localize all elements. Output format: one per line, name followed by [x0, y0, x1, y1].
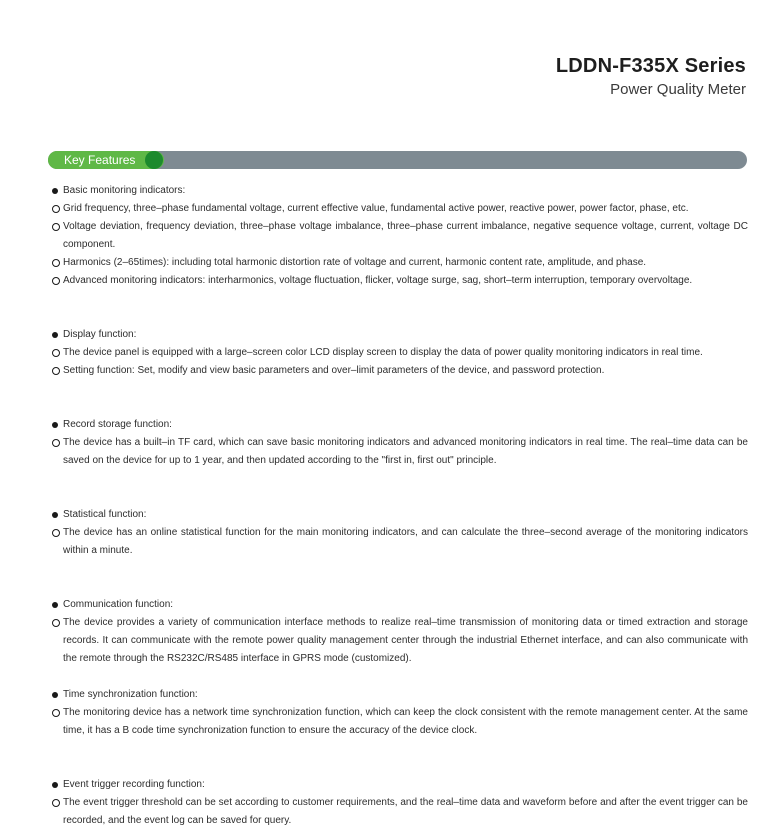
section-heading-text: Event trigger recording function:: [63, 779, 205, 790]
bullet-filled-icon: [52, 332, 58, 338]
list-item-text: Harmonics (2–65times): including total harmonic distortion rate of voltage and current, harmonic content rate, amplitude, and phase.: [63, 257, 647, 268]
bullet-hollow-icon: [52, 709, 60, 717]
list-item-text: Setting function: Set, modify and view basic parameters and over–limit parameters of the device, and password protection.: [63, 365, 605, 376]
document-header: [556, 54, 746, 100]
section-basic-monitoring: [52, 182, 748, 290]
section-record-storage: [52, 416, 748, 470]
list-item: [52, 200, 748, 218]
list-item-text: Grid frequency, three–phase fundamental voltage, current effective value, fundamental active power, reactive power, power factor, phase, etc.: [63, 203, 689, 214]
bullet-hollow-icon: [52, 223, 60, 231]
list-item: [52, 218, 748, 254]
series-title: LDDN-F335X Series: [555, 55, 746, 77]
section-display: [52, 326, 748, 380]
section-heading-text: Time synchronization function:: [63, 689, 198, 700]
bullet-hollow-icon: [52, 277, 60, 285]
list-item: [52, 362, 748, 380]
section-heading: [52, 182, 748, 200]
bullet-hollow-icon: [52, 259, 60, 267]
section-heading: [52, 776, 748, 794]
bullet-hollow-icon: [52, 349, 60, 357]
section-heading: [52, 596, 748, 614]
list-item-text: The event trigger threshold can be set according to customer requirements, and the real–time data and waveform before and after the event trigger can be recorded, and the event log can be saved for query.: [63, 797, 748, 826]
bullet-hollow-icon: [52, 529, 60, 537]
key-features-label: Key Features: [64, 153, 136, 167]
section-heading: [52, 686, 748, 704]
section-heading-text: Basic monitoring indicators:: [63, 185, 186, 196]
bullet-hollow-icon: [52, 367, 60, 375]
bullet-filled-icon: [52, 188, 58, 194]
feature-list: [52, 182, 748, 830]
list-item: [52, 344, 748, 362]
list-item: [52, 704, 748, 740]
section-heading-text: Communication function:: [63, 599, 174, 610]
section-time-sync: [52, 686, 748, 740]
bullet-hollow-icon: [52, 439, 60, 447]
list-item-text: The monitoring device has a network time synchronization function, which can keep the clock consistent with the remote management center. At the same time, it has a B code time synchronization function to ensure the accuracy of the device clock.: [63, 707, 748, 736]
green-dot-icon: [145, 151, 163, 169]
list-item: [52, 524, 748, 560]
section-heading-text: Record storage function:: [63, 419, 172, 430]
list-item-text: The device panel is equipped with a large–screen color LCD display screen to display the data of power quality monitoring indicators in real time.: [63, 347, 703, 358]
bullet-filled-icon: [52, 512, 58, 518]
bullet-filled-icon: [52, 422, 58, 428]
list-item: [52, 794, 748, 830]
section-heading-text: Statistical function:: [63, 509, 147, 520]
section-heading: [52, 506, 748, 524]
section-statistical: [52, 506, 748, 560]
section-heading: [52, 326, 748, 344]
list-item-text: Voltage deviation, frequency deviation, three–phase voltage imbalance, three–phase current imbalance, negative sequence voltage, current, voltage DC component.: [63, 221, 748, 250]
section-communication: [52, 596, 748, 668]
bullet-filled-icon: [52, 602, 58, 608]
list-item-text: The device has an online statistical function for the main monitoring indicators, and can calculate the three–second average of the monitoring indicators within a minute.: [63, 527, 748, 556]
list-item-text: The device provides a variety of communication interface methods to realize real–time transmission of monitoring data or timed extraction and storage records. It can communicate with the remote power quality management center through the industrial Ethernet interface, and can also communicate with the remote through the RS232C/RS485 interface in GPRS mode (customized).: [63, 617, 748, 664]
bullet-hollow-icon: [52, 799, 60, 807]
series-subtitle: Power Quality Meter: [610, 81, 746, 98]
list-item-text: The device has a built–in TF card, which can save basic monitoring indicators and advanced monitoring indicators in real time. The real–time data can be saved on the device for up to 1 year, and then updated according to the "first in, first out" principle.: [63, 437, 748, 466]
section-heading-text: Display function:: [63, 329, 137, 340]
key-features-tab: [48, 151, 164, 169]
list-item-text: Advanced monitoring indicators: interharmonics, voltage fluctuation, flicker, voltage surge, sag, short–term interruption, temporary overvoltage.: [63, 275, 693, 286]
section-event-trigger: [52, 776, 748, 830]
list-item: [52, 272, 748, 290]
list-item: [52, 614, 748, 668]
bullet-filled-icon: [52, 782, 58, 788]
bullet-hollow-icon: [52, 619, 60, 627]
section-heading: [52, 416, 748, 434]
key-features-bar: [48, 151, 747, 169]
bullet-hollow-icon: [52, 205, 60, 213]
bullet-filled-icon: [52, 692, 58, 698]
list-item: [52, 254, 748, 272]
list-item: [52, 434, 748, 470]
